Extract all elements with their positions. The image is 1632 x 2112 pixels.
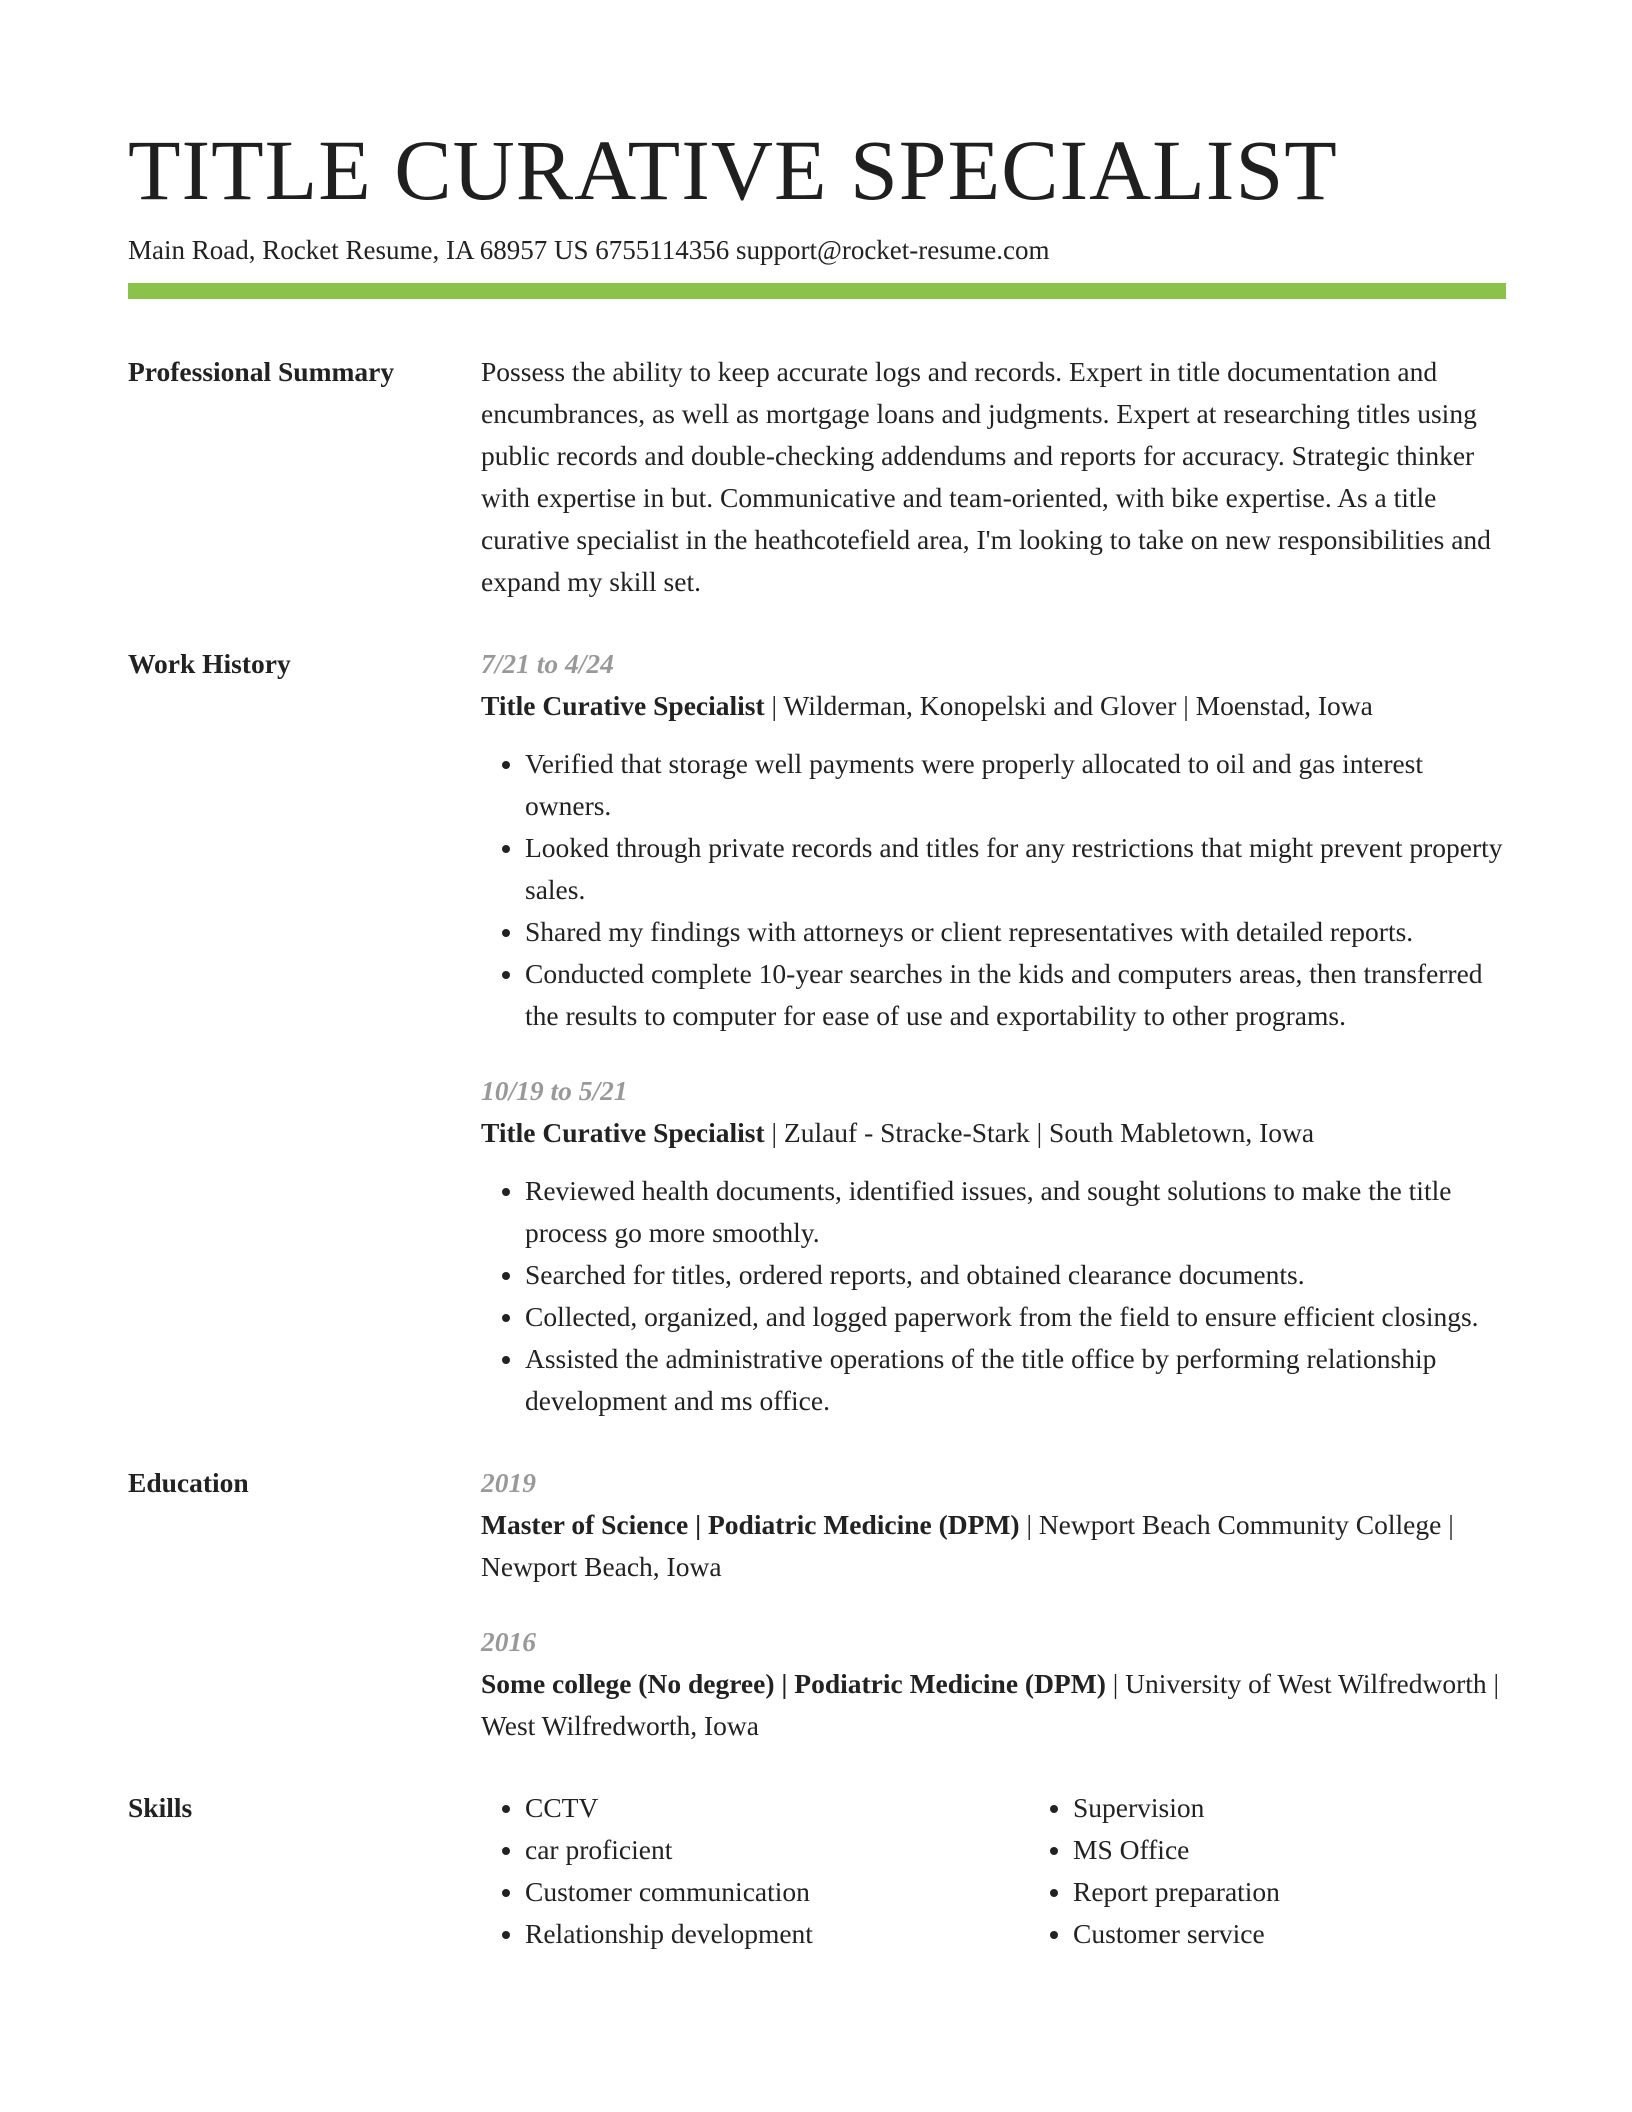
job-role: Title Curative Specialist bbox=[481, 690, 765, 721]
summary-section bbox=[128, 351, 1506, 603]
education-heading: Education bbox=[128, 1467, 249, 1498]
skill-item: • MS Office bbox=[1073, 1829, 1577, 1871]
job-role: Title Curative Specialist bbox=[481, 1117, 765, 1148]
skills-heading: Skills bbox=[128, 1792, 193, 1823]
education-body bbox=[481, 1462, 1506, 1747]
work-history-heading: Work History bbox=[128, 648, 291, 679]
summary-body bbox=[481, 351, 1506, 603]
job-bullet: • Looked through private records and titles for any restrictions that might prevent property sales. bbox=[525, 827, 1506, 911]
job-bullet: • Collected, organized, and logged paperwork from the field to ensure efficient closings. bbox=[525, 1296, 1506, 1338]
skill-item: • Supervision bbox=[1073, 1787, 1577, 1829]
skills-body bbox=[481, 1787, 1577, 1955]
education-line bbox=[481, 1504, 1506, 1588]
skill-item: • car proficient bbox=[525, 1829, 1029, 1871]
contact-address: Main Road, Rocket Resume, IA 68957 US bbox=[128, 235, 589, 265]
job-bullet: • Reviewed health documents, identified issues, and sought solutions to make the title process go more smoothly. bbox=[525, 1170, 1506, 1254]
job-dates: 7/21 to 4/24 bbox=[481, 648, 614, 679]
job-details: | Zulauf - Stracke-Stark | South Mabletown, Iowa bbox=[764, 1117, 1315, 1148]
work-history-section bbox=[128, 643, 1506, 1422]
resume-name: TITLE CURATIVE SPECIALIST bbox=[128, 122, 1338, 218]
job-bullet: • Conducted complete 10-year searches in the kids and computers areas, then transferred the results to computer for ease of use and exportability to other programs. bbox=[525, 953, 1506, 1037]
education-entry bbox=[481, 1621, 1506, 1747]
job-entry bbox=[481, 643, 1506, 1037]
education-year: 2016 bbox=[481, 1626, 536, 1657]
job-bullet: • Shared my findings with attorneys or client representatives with detailed reports. bbox=[525, 911, 1506, 953]
education-line bbox=[481, 1663, 1506, 1747]
summary-text: Possess the ability to keep accurate logs and records. Expert in title documentation and encumbrances, as well as mortgage loans and judgments. Expert at researching titles using public records and double-checking addendums and reports for accuracy. Strategic thinker with expertise in but. Communicative and team-oriented, with bike expertise. As a title curative specialist in the heathcotefield area, I'm looking to take on new responsibilities and expand my skill set. bbox=[481, 356, 1491, 597]
education-year: 2019 bbox=[481, 1467, 536, 1498]
summary-heading: Professional Summary bbox=[128, 356, 395, 387]
header-divider bbox=[128, 283, 1506, 299]
work-history-body bbox=[481, 643, 1506, 1422]
contact-line bbox=[128, 232, 1506, 268]
skills-section bbox=[128, 1787, 1506, 1955]
education-section bbox=[128, 1462, 1506, 1747]
contact-phone: 6755114356 bbox=[595, 235, 730, 265]
resume-page bbox=[128, 118, 1506, 1955]
skills-columns bbox=[481, 1787, 1577, 1955]
job-title-line bbox=[481, 1112, 1506, 1154]
job-title-line bbox=[481, 685, 1506, 727]
job-entry bbox=[481, 1070, 1506, 1422]
education-entry bbox=[481, 1462, 1506, 1588]
education-degree: Some college (No degree) | Podiatric Medicine (DPM) bbox=[481, 1668, 1106, 1699]
job-details: | Wilderman, Konopelski and Glover | Moenstad, Iowa bbox=[764, 690, 1373, 721]
skill-item: • Customer service bbox=[1073, 1913, 1577, 1955]
job-bullets bbox=[481, 1170, 1506, 1422]
skill-item: • Relationship development bbox=[525, 1913, 1029, 1955]
skills-list-right bbox=[1029, 1787, 1577, 1955]
contact-email: support@rocket-resume.com bbox=[735, 235, 1050, 265]
job-bullets bbox=[481, 743, 1506, 1037]
education-details: | Newport Beach Community College | Newport Beach, Iowa bbox=[481, 1509, 1454, 1582]
job-bullet: • Assisted the administrative operations of the title office by performing relationship development and ms office. bbox=[525, 1338, 1506, 1422]
skills-list-left bbox=[481, 1787, 1029, 1955]
job-dates: 10/19 to 5/21 bbox=[481, 1075, 628, 1106]
education-degree: Master of Science | Podiatric Medicine (DPM) bbox=[481, 1509, 1020, 1540]
skill-item: • Report preparation bbox=[1073, 1871, 1577, 1913]
job-bullet: • Verified that storage well payments were properly allocated to oil and gas interest owners. bbox=[525, 743, 1506, 827]
skill-item: • CCTV bbox=[525, 1787, 1029, 1829]
job-bullet: • Searched for titles, ordered reports, and obtained clearance documents. bbox=[525, 1254, 1506, 1296]
education-details: | University of West Wilfredworth | West Wilfredworth, Iowa bbox=[481, 1668, 1499, 1741]
skill-item: • Customer communication bbox=[525, 1871, 1029, 1913]
